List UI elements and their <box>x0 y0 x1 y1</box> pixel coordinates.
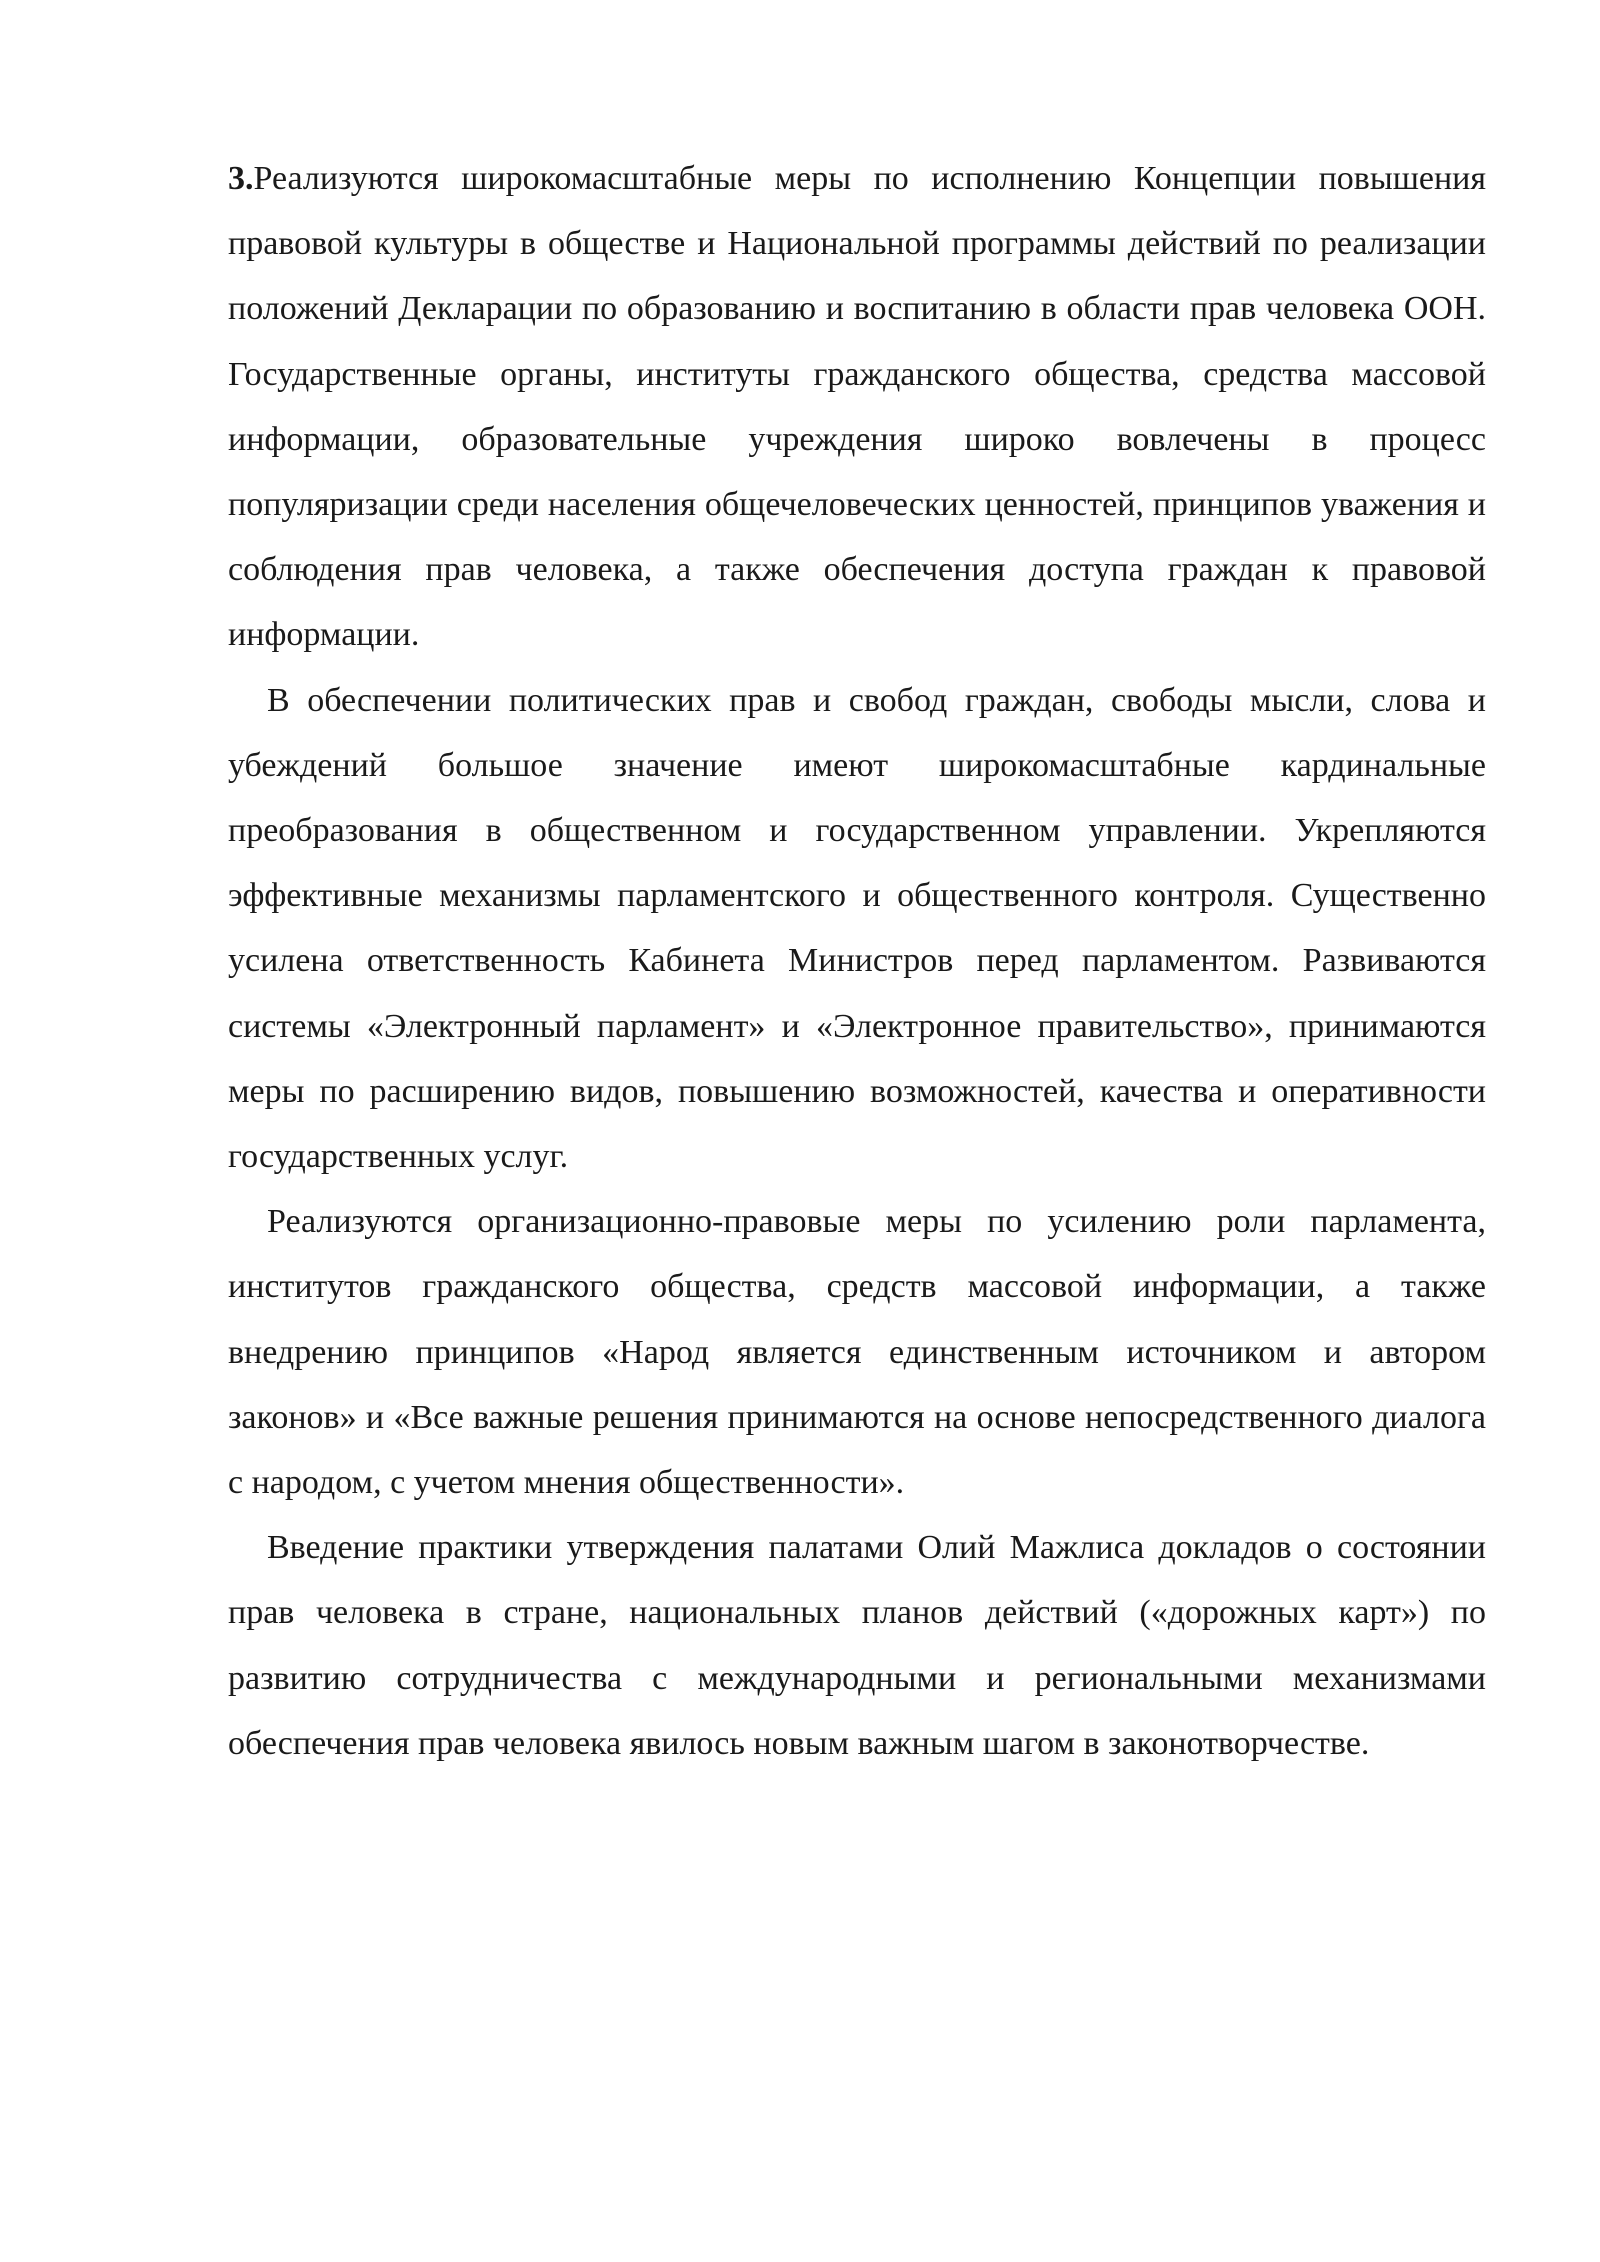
paragraph-number: 3. <box>228 160 254 197</box>
document-page <box>228 146 1486 1776</box>
paragraph-text: Реализуются широкомасштабные меры по исполнению Концепции повышения правовой культуры в обществе и Национальной программы действий по реализации положений Декларации по образованию и воспитанию в области прав человека ООН. Государственные органы, институты гражданского общества, средства массовой информации, образовательные учреждения широко вовлечены в процесс популяризации среди населения общечеловеческих ценностей, принципов уважения и соблюдения прав человека, а также обеспечения доступа граждан к правовой информации. <box>228 160 1486 654</box>
paragraph-3: Реализуются организационно-правовые меры по усилению роли парламента, институтов гражданского общества, средств массовой информации, а также внедрению принципов «Народ является единственным источником и автором законов» и «Все важные решения принимаются на основе непосредственного диалога с народом, с учетом мнения общественности». <box>228 1203 1486 1502</box>
paragraph-2: В обеспечении политических прав и свобод граждан, свободы мысли, слова и убеждений большое значение имеют широкомасштабные кардинальные преобразования в общественном и государственном управлении. Укрепляются эффективные механизмы парламентского и общественного контроля. Существенно усилена ответственность Кабинета Министров перед парламентом. Развиваются системы «Электронный парламент» и «Электронное правительство», принимаются меры по расширению видов, повышению возможностей, качества и оперативности государственных услуг. <box>228 681 1486 1176</box>
paragraph-1 <box>228 146 1486 668</box>
paragraph-4: Введение практики утверждения палатами Олий Мажлиса докладов о состоянии прав человека в стране, национальных планов действий («дорожных карт») по развитию сотрудничества с международными и региональными механизмами обеспечения прав человека явилось новым важным шагом в законотворчестве. <box>228 1529 1486 1762</box>
